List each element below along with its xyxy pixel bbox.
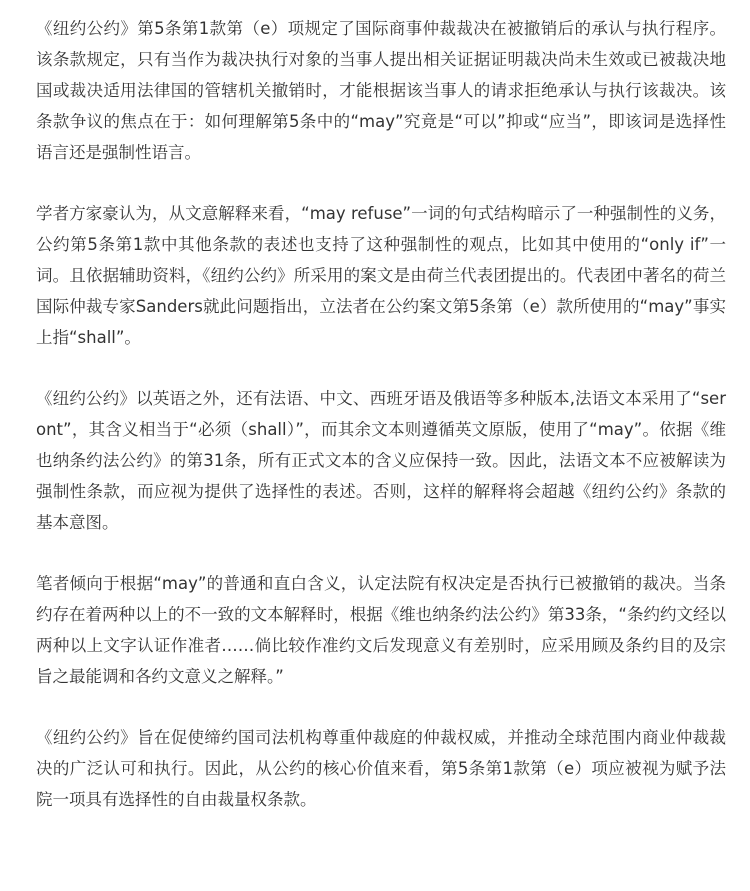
paragraph-5: 《纽约公约》旨在促使缔约国司法机构尊重仲裁庭的仲裁权威，并推动全球范围内商业仲裁裁决的广泛认可和执行。因此，从公约的核心价值来看，第5条第1款第（e）项应被视为赋予法院一项具有选择性的自由裁量权条款。 bbox=[36, 728, 726, 809]
paragraph-4: 笔者倾向于根据“may”的普通和直白含义，认定法院有权决定是否执行已被撤销的裁决。当条约存在着两种以上的不一致的文本解释时，根据《维也纳条约法公约》第33条，“条约约文经以两种以上文字认证作准者……倘比较作准约文后发现意义有差别时，应采用顾及条约目的及宗旨之最能调和各约文意义之解释。” bbox=[36, 574, 726, 686]
paragraph-1: 《纽约公约》第5条第1款第（e）项规定了国际商事仲裁裁决在被撤销后的承认与执行程序。该条款规定，只有当作为裁决执行对象的当事人提出相关证据证明裁决尚未生效或已被裁决地国或裁决适用法律国的管辖机关撤销时，才能根据该当事人的请求拒绝承认与执行该裁决。该条款争议的焦点在于：如何理解第5条中的“may”究竟是“可以”抑或“应当”，即该词是选择性语言还是强制性语言。 bbox=[36, 19, 726, 162]
paragraph-3: 《纽约公约》以英语之外，还有法语、中文、西班牙语及俄语等多种版本,法语文本采用了“seront”，其含义相当于“必须（shall）”，而其余文本则遵循英文原版，使用了“may”。依据《维也纳条约法公约》的第31条，所有正式文本的含义应保持一致。因此，法语文本不应被解读为强制性条款，而应视为提供了选择性的表述。否则，这样的解释将会超越《纽约公约》条款的基本意图。 bbox=[36, 389, 726, 532]
paragraph-2: 学者方家豪认为，从文意解释来看，“may refuse”一词的句式结构暗示了一种强制性的义务，公约第5条第1款中其他条款的表述也支持了这种强制性的观点，比如其中使用的“only if”一词。且依据辅助资料，《纽约公约》所采用的案文是由荷兰代表团提出的。代表团中著名的荷兰国际仲裁专家Sanders就此问题指出，立法者在公约案文第5条第（e）款所使用的“may”事实上指“shall”。 bbox=[36, 204, 726, 347]
article-body bbox=[36, 13, 726, 815]
